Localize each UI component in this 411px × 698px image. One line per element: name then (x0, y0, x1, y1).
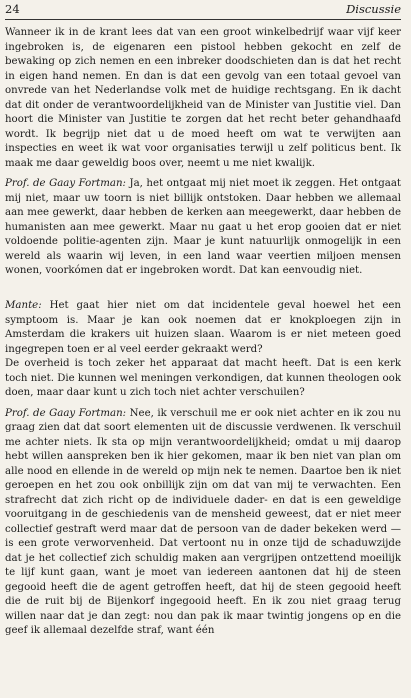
paragraph-4 (5, 407, 401, 639)
paragraph-3 (5, 285, 401, 401)
running-head: Discussie (346, 2, 401, 16)
speaker-label: Mante: (5, 300, 42, 311)
paragraph-2 (5, 177, 401, 279)
paragraph-text: Nee, ik verschuil me er ook niet achter en ik zou nu graag zien dat dat soort elementen uit de discussie verdwenen. Ik verschuil me achter niets. Ik sta op mijn verantwoordelijkheid; omdat u mij daarop hebt willen aanspreken ben ik hier gekomen, maar ik ben niet van plan om alle nood en ellende in de wereld op mijn nek te nemen. Daartoe ben ik niet geroepen en het zou ook onbillijk zijn om dat van mij te verwachten. Een strafrecht dat zich richt op de individuele dader- en dat is een geweldige vooruitgang in de geschiedenis van de mensheid geweest, dat er niet meer collectief gestraft werd maar dat de persoon van de dader bekeken werd — is een grote verworvenheid. Dat vertoont nu in onze tijd de schaduwzijde dat je het collectief zich schuldig maken aan vergrijpen ontzettend moeilijk te lijf kunt gaan, want je moet van iedereen aantonen dat hij de steen gegooid heeft die de agent getroffen heeft, dat hij de steen gegooid heeft die de ruit bij de Bijenkorf ingegooid heeft. En ik zou niet graag terug willen naar dat je dan zegt: nou dan pak ik maar twintig jongens op en die geef ik allemaal dezelfde straf, want één (5, 407, 401, 636)
paragraph-text: Het gaat hier niet om dat incidentele geval hoewel het een symptoom is. Maar je kan ook noemen dat er knokploegen zijn in Amsterdam die krakers uit huizen slaan. Waarom is er niet meteen goed ingegrepen toen er al veel eerder gekraakt werd? De overheid is toch zeker het apparaat dat macht heeft. Dat is een kerk toch niet. Die kunnen wel meningen verkondigen, dat kunnen theologen ook doen, maar daar kunt u zich toch niet achter verschuilen? (5, 300, 401, 398)
header-rule (5, 19, 401, 20)
paragraph-1 (5, 26, 401, 171)
speaker-label: Prof. de Gaay Fortman: (5, 178, 126, 189)
speaker-label: Prof. de Gaay Fortman: (5, 407, 127, 419)
paragraph-text: Ja, het ontgaat mij niet moet ik zeggen. Het ontgaat mij niet, maar uw toorn is niet billijk ontstoken. Daar hebben we allemaal aan mee gewerkt, daar hebben de kerken aan meegewerkt, daar hebben de humanisten aan mee gewerkt. Maar nu gaat u het erop gooien dat er niet voldoende politie-agenten zijn. Maar je kunt natuurlijk onmogelijk in een wereld als waarin wij leven, in een land waar veertien miljoen mensen wonen, voorkómen dat er ingebroken wordt. Dat kan eenvoudig niet. (5, 178, 401, 276)
page-number: 24 (5, 2, 20, 16)
paragraph-text: Wanneer ik in de krant lees dat van een groot winkelbedrijf waar vijf keer ingebroken is, de eigenaren een pistool hebben gekocht en zelf de bewaking op zich nemen en een inbreker doodschieten dan is dat het recht in eigen hand nemen. En dan is dat een gevolg van een totaal gevoel van onvrede van het Nederlandse volk met de huidige rechtsgang. En ik dacht dat dit onder de verantwoordelijkheid van de Minister van Justitie viel. Dan hoort die Minister van Justitie te zorgen dat het recht beter gehandhaafd wordt. Ik begrijp niet dat u de moed heeft om wat te verwijten aan inspecties en weet ik wat voor organisaties terwijl u zelf politicus bent. Ik maak me daar geweldig boos over, neemt u me niet kwalijk. (5, 27, 401, 169)
body-text (5, 26, 401, 645)
page-header (5, 2, 401, 18)
